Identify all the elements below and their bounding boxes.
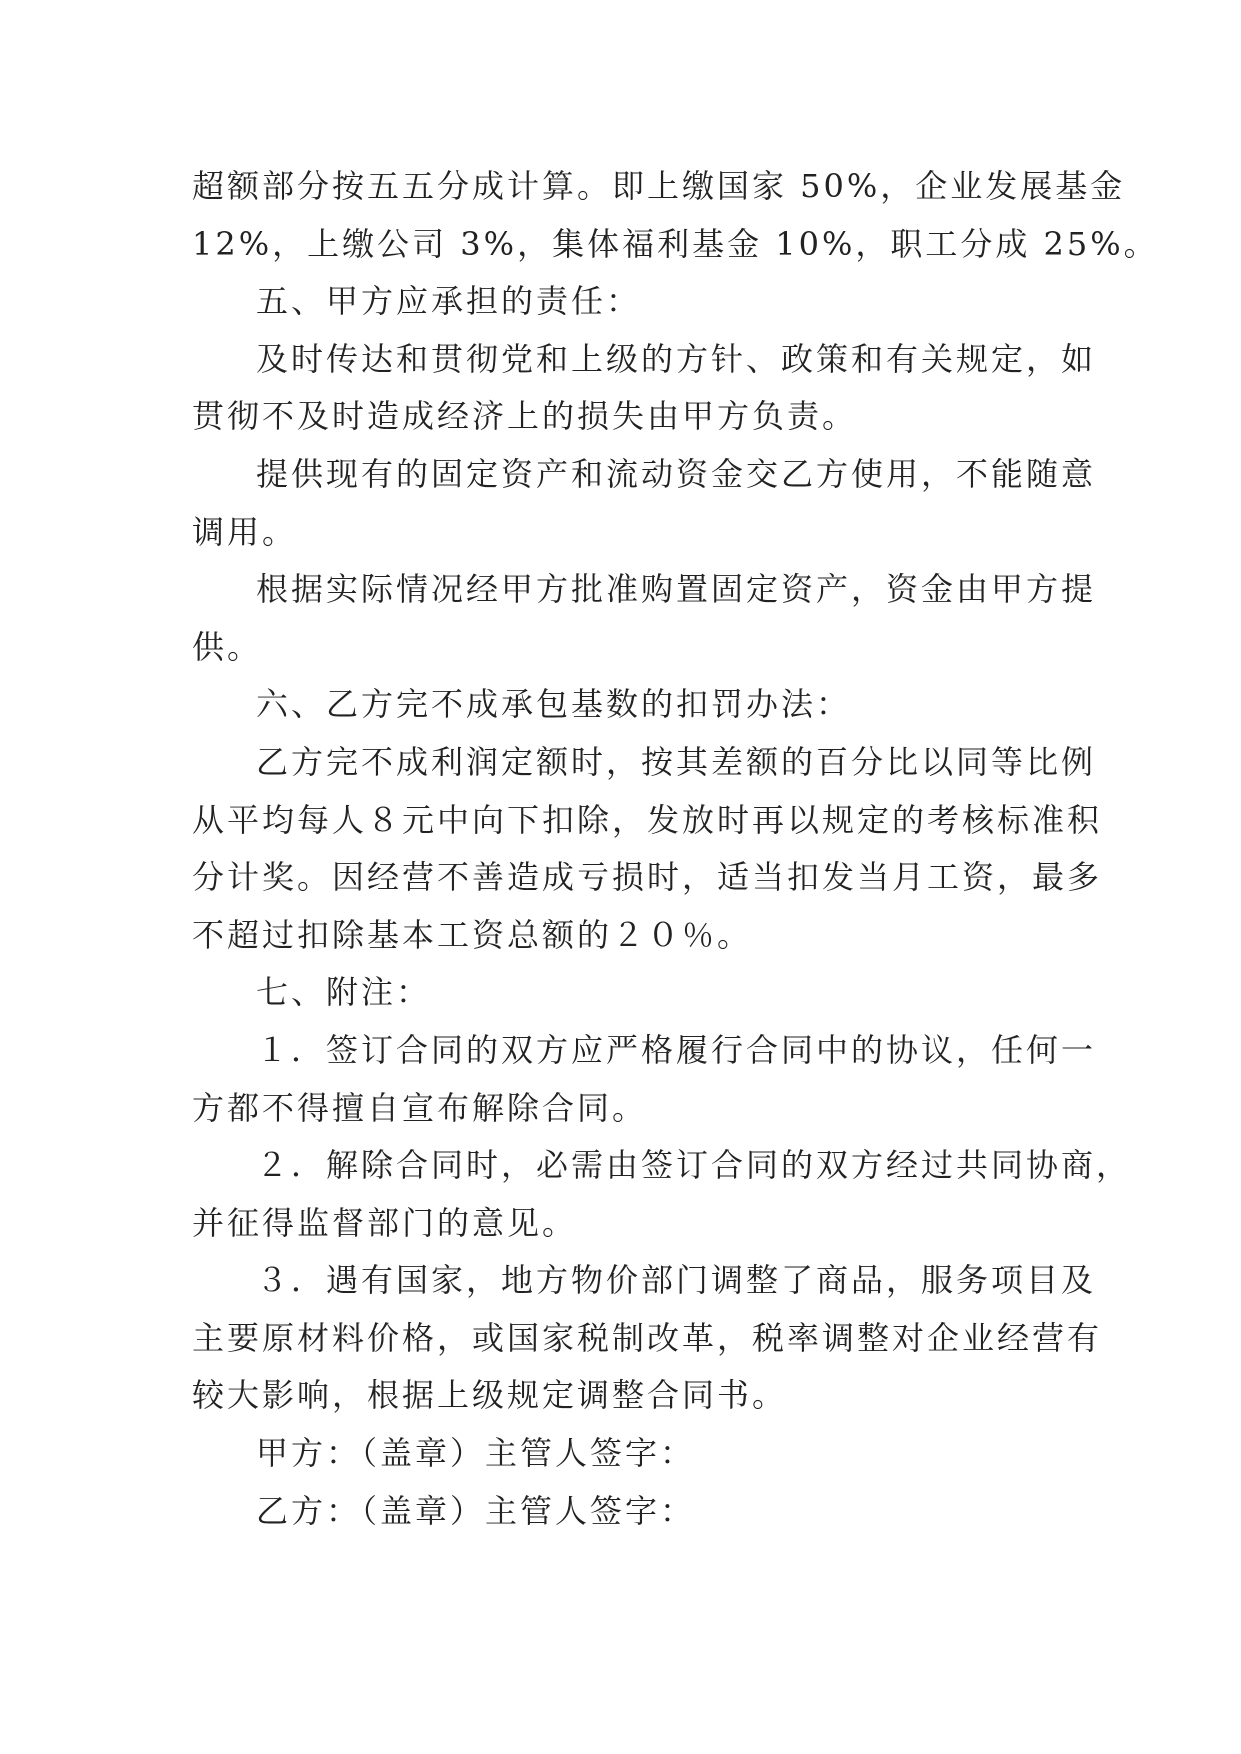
text-line: １．签订合同的双方应严格履行合同中的协议，任何一 [256, 1030, 1097, 1069]
text-line: 从平均每人８元中向下扣除，发放时再以规定的考核标准积 [192, 800, 1103, 839]
text-line: 较大影响，根据上级规定调整合同书。 [192, 1376, 788, 1415]
text-line: 分计奖。因经营不善造成亏损时，适当扣发当月工资，最多 [192, 858, 1103, 897]
text-line: 乙方完不成利润定额时，按其差额的百分比以同等比例 [256, 742, 1097, 781]
signature-line: 甲方：（盖章）主管人签字： [256, 1434, 696, 1473]
text-line: 提供现有的固定资产和流动资金交乙方使用，不能随意 [256, 454, 1097, 493]
text-line: 不超过扣除基本工资总额的２０％。 [192, 915, 753, 954]
section-heading: 六、乙方完不成承包基数的扣罚办法： [256, 685, 852, 724]
text-line: 及时传达和贯彻党和上级的方针、政策和有关规定，如 [256, 339, 1097, 378]
text-line: 超额部分按五五分成计算。即上缴国家 50%，企业发展基金 [192, 167, 1126, 205]
text-line: ２．解除合同时，必需由签订合同的双方经过共同协商， [256, 1146, 1132, 1185]
text-line: 并征得监督部门的意见。 [192, 1203, 578, 1242]
section-heading: 五、甲方应承担的责任： [256, 282, 642, 321]
text-line: 根据实际情况经甲方批准购置固定资产，资金由甲方提 [256, 570, 1097, 609]
text-line: 方都不得擅自宣布解除合同。 [192, 1088, 648, 1127]
document-body [192, 158, 1159, 1540]
text-line: 主要原材料价格，或国家税制改革，税率调整对企业经营有 [192, 1318, 1103, 1357]
text-line: ３．遇有国家，地方物价部门调整了商品，服务项目及 [256, 1261, 1097, 1300]
text-line: 调用。 [192, 512, 298, 551]
section-heading: 七、附注： [256, 973, 432, 1012]
text-line: 贯彻不及时造成经济上的损失由甲方负责。 [192, 397, 858, 436]
signature-line: 乙方：（盖章）主管人签字： [256, 1491, 696, 1530]
text-line: 12%，上缴公司 3%，集体福利基金 10%，职工分成 25%。 [192, 224, 1159, 263]
text-line: 供。 [192, 627, 263, 666]
